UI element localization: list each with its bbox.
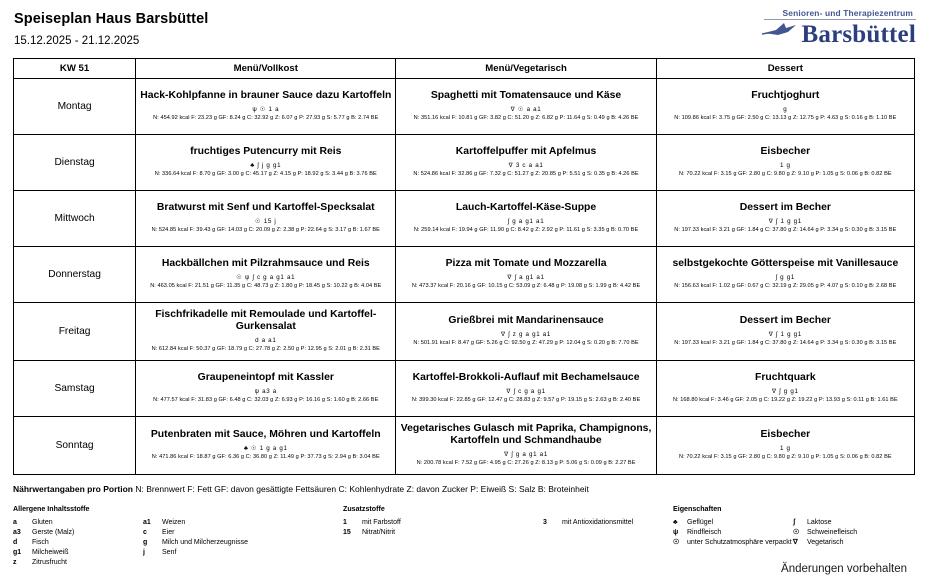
bird-icon: [762, 21, 798, 43]
meal-nutrition: N: 454.92 kcal F: 23.23 g GF: 8.24 g C: 32.92 g Z: 6.07 g P: 27.93 g S: 5.77 g B: 2.74 BE: [153, 115, 379, 122]
meal-nutrition: N: 524.86 kcal F: 32.86 g GF: 7.32 g C: 51.27 g Z: 20.85 g P: 5.51 g S: 0.35 g B: 4.26 BE: [413, 171, 639, 178]
meal-name: selbstgekochte Götterspeise mit Vanillesauce: [672, 258, 899, 270]
meal-name: Hackbällchen mit Pilzrahmsauce und Reis: [161, 258, 370, 270]
meal-full-kost: [136, 135, 396, 191]
legend-item: [13, 518, 143, 528]
legend-item: [143, 528, 333, 538]
meal-dessert: [656, 191, 914, 247]
legend-item: [673, 518, 793, 528]
lactose-icon: ʃ: [793, 518, 796, 526]
meal-dessert: [656, 361, 914, 417]
pork-icon: ☉: [793, 529, 800, 537]
meal-full-kost: [136, 303, 396, 361]
legend-text: Senf: [162, 549, 177, 557]
legend-item: [673, 538, 793, 548]
meal-codes: d a a1: [255, 337, 277, 345]
meal-name: Kartoffel-Brokkoli-Auflauf mit Bechamelsauce: [412, 372, 640, 384]
meal-name: Graupeneintopf mit Kassler: [197, 372, 334, 384]
legend-item: [673, 528, 793, 538]
legend-properties-col2: [793, 518, 913, 548]
meal-codes: 1 g: [779, 444, 791, 452]
meal-nutrition: N: 612.84 kcal F: 50.37 g GF: 18.79 g C: 27.78 g Z: 2.50 g P: 12.95 g S: 2.01 g B: 2.31 BE: [151, 346, 380, 353]
meal-codes: 1 g: [779, 161, 791, 169]
meal-nutrition: N: 524.85 kcal F: 39.43 g GF: 14.03 g C: 20.09 g Z: 2.38 g P: 22.64 g S: 3.17 g B: 1.67 BE: [151, 227, 380, 234]
meal-codes: ∇ ʃ 1 g g1: [768, 330, 802, 338]
legend-additives-col2: [543, 518, 673, 538]
legend-text: Nitrat/Nitrit: [362, 529, 396, 537]
meal-vegetarian: [396, 191, 656, 247]
company-logo: [704, 8, 916, 47]
legend-text: Zitrusfrucht: [32, 559, 68, 567]
meal-name: Grießbrei mit Mandarinensauce: [448, 315, 604, 327]
meal-name: Eisbecher: [760, 429, 811, 441]
legend-code: c: [143, 529, 147, 537]
meal-codes: ∇ ʃ 1 g g1: [768, 217, 802, 225]
legend-allergens: [13, 504, 343, 569]
meal-codes: ∇ ʃ g a g1 a1: [504, 451, 548, 459]
legend-allergens-col2: [143, 518, 333, 569]
page-footer: [13, 484, 915, 575]
nutrition-key-text: N: Brennwert F: Fett GF: davon gesättigte Fettsäuren C: Kohlenhydrate Z: davon Zucker P: Eiweiß S: Salz B: Broteinheit: [132, 484, 589, 494]
legend-item: [793, 538, 913, 548]
legend-text: Weizen: [162, 518, 186, 526]
meal-full-kost: [136, 191, 396, 247]
meal-nutrition: N: 501.91 kcal F: 8.47 g GF: 5.26 g C: 92.50 g Z: 47.29 g P: 12.04 g S: 0.20 g B: 7.70 BE: [413, 340, 639, 347]
meal-name: Lauch-Kartoffel-Käse-Suppe: [455, 202, 597, 214]
day-label: Mittwoch: [14, 191, 136, 247]
table-row: [14, 361, 915, 417]
meal-nutrition: N: 351.16 kcal F: 10.81 g GF: 3.82 g C: 51.20 g Z: 6.82 g P: 11.64 g S: 0.49 g B: 4.26 BE: [413, 115, 639, 122]
legend-item: [143, 548, 333, 558]
meal-nutrition: N: 463.05 kcal F: 21.51 g GF: 11.35 g C: 48.73 g Z: 1.80 g P: 18.45 g S: 10.22 g B: 4.04 BE: [150, 283, 382, 290]
protective-atmosphere-icon: ☉: [673, 539, 680, 547]
table-row: [14, 191, 915, 247]
meal-name: Spaghetti mit Tomatensauce und Käse: [430, 90, 622, 102]
legend-allergens-col1: [13, 518, 143, 569]
legend-text: Laktose: [807, 518, 832, 526]
meal-dessert: [656, 303, 914, 361]
vegetarian-icon: ∇: [793, 539, 798, 547]
meal-codes: ∇ ʃ z g a g1 a1: [501, 330, 552, 338]
legend-item: [13, 528, 143, 538]
logo-divider: [764, 19, 916, 20]
legend-text: Milch und Milcherzeugnisse: [162, 539, 248, 547]
legend-additives-title: Zusatzstoffe: [343, 504, 385, 513]
table-row: [14, 303, 915, 361]
meal-name: fruchtiges Putencurry mit Reis: [190, 146, 342, 158]
meal-codes: ψ a3 a: [254, 387, 277, 395]
meal-codes: ☉ ψ ʃ c g a g1 a1: [236, 273, 296, 281]
legend-item: [13, 558, 143, 568]
meal-nutrition: N: 399.30 kcal F: 22.85 g GF: 12.47 g C: 28.83 g Z: 9.57 g P: 19.15 g S: 2.63 g B: 2.40 BE: [411, 397, 641, 404]
legend-properties-col1: [673, 518, 793, 548]
meal-name: Dessert im Becher: [739, 315, 831, 327]
legend-code: 1: [343, 518, 347, 526]
day-label: Montag: [14, 79, 136, 135]
meal-dessert: [656, 135, 914, 191]
meal-dessert: [656, 417, 914, 475]
meal-codes: ψ ☉ 1 a: [252, 105, 280, 113]
meal-name: Kartoffelpuffer mit Apfelmus: [455, 146, 597, 158]
beef-icon: ψ: [673, 529, 679, 537]
meal-vegetarian: [396, 361, 656, 417]
table-header-row: [14, 59, 915, 79]
date-range: 15.12.2025 - 21.12.2025: [14, 34, 140, 47]
legend-properties-title: Eigenschaften: [673, 504, 722, 513]
nutrition-key-title: Nährwertangaben pro Portion: [13, 484, 133, 494]
legend-code: z: [13, 559, 17, 567]
meal-full-kost: [136, 361, 396, 417]
meal-codes: ʃ g g1: [775, 273, 796, 281]
meal-codes: ♣ ☉ 1 g a g1: [243, 444, 288, 452]
legend-item: [543, 518, 673, 528]
legend-text: Milcheiweiß: [32, 549, 69, 557]
meal-name: Bratwurst mit Senf und Kartoffel-Specksalat: [156, 202, 375, 214]
disclaimer-text: Änderungen vorbehalten: [781, 562, 907, 575]
legend-code: j: [143, 549, 145, 557]
legend-code: d: [13, 539, 18, 547]
meal-nutrition: N: 109.86 kcal F: 3.75 g GF: 2.50 g C: 13.13 g Z: 12.75 g P: 4.63 g S: 0.16 g B: 1.10 BE: [674, 115, 897, 122]
meal-codes: ☉ 15 j: [255, 217, 277, 225]
legend-additives-col1: [343, 518, 543, 538]
meal-codes: ∇ ☉ a a1: [510, 105, 542, 113]
meal-name: Hack-Kohlpfanne in brauner Sauce dazu Kartoffeln: [140, 90, 392, 102]
legend-code: g1: [13, 549, 22, 557]
meal-vegetarian: [396, 135, 656, 191]
header-menu-vegetarian: Menü/Vegetarisch: [396, 59, 656, 79]
legend-text: mit Antioxidationsmittel: [562, 518, 634, 526]
meal-vegetarian: [396, 79, 656, 135]
poultry-icon: ♣: [673, 518, 678, 526]
table-row: [14, 247, 915, 303]
meal-nutrition: N: 471.86 kcal F: 18.87 g GF: 6.36 g C: 36.80 g Z: 11.49 g P: 37.73 g S: 2.94 g B: 3.04 BE: [151, 454, 380, 461]
legend-text: unter Schutzatmosphäre verpackt: [687, 539, 792, 547]
meal-vegetarian: [396, 303, 656, 361]
legend-grid: [13, 504, 915, 569]
legend-item: [13, 538, 143, 548]
legend-code: 3: [543, 518, 547, 526]
meal-nutrition: N: 70.22 kcal F: 3.15 g GF: 2.80 g C: 9.80 g Z: 9.10 g P: 1.05 g S: 0.06 g B: 0.82 BE: [679, 171, 892, 178]
meal-name: Fischfrikadelle mit Remoulade und Kartoffel-Gurkensalat: [155, 308, 377, 333]
legend-text: Gluten: [32, 518, 53, 526]
meal-full-kost: [136, 79, 396, 135]
logo-tagline: Senioren- und Therapiezentrum: [782, 8, 913, 18]
legend-code: a: [13, 518, 17, 526]
meal-codes: ∇ ʃ c g a g1: [506, 387, 546, 395]
day-label: Samstag: [14, 361, 136, 417]
legend-text: Geflügel: [687, 518, 714, 526]
legend-properties: [673, 504, 913, 569]
legend-item: [143, 538, 333, 548]
meal-name: Fruchtjoghurt: [751, 90, 820, 102]
legend-text: Fisch: [32, 539, 49, 547]
logo-name: Barsbüttel: [801, 20, 916, 48]
nutrition-key: [13, 484, 915, 495]
meal-nutrition: N: 197.33 kcal F: 3.21 g GF: 1.84 g C: 37.80 g Z: 14.64 g P: 3.34 g S: 0.30 g B: 3.15 BE: [674, 340, 897, 347]
legend-item: [343, 528, 543, 538]
meal-codes: ʃ g a g1 a1: [507, 217, 545, 225]
header-week: KW 51: [14, 59, 136, 79]
legend-code: a1: [143, 518, 151, 526]
meal-name: Putenbraten mit Sauce, Möhren und Kartoffeln: [150, 429, 381, 441]
legend-text: Eier: [162, 529, 175, 537]
legend-item: [343, 518, 543, 528]
meal-nutrition: N: 200.78 kcal F: 7.52 g GF: 4.95 g C: 27.26 g Z: 8.13 g P: 5.06 g S: 0.09 g B: 2.27 BE: [416, 460, 636, 467]
meal-codes: g: [783, 105, 788, 113]
meal-codes: ∇ ʃ a g1 a1: [507, 273, 545, 281]
table-row: [14, 79, 915, 135]
meal-vegetarian: [396, 247, 656, 303]
legend-text: mit Farbstoff: [362, 518, 401, 526]
meal-codes: ♣ ʃ j g g1: [250, 161, 282, 169]
meal-full-kost: [136, 247, 396, 303]
legend-text: Gerste (Malz): [32, 529, 75, 537]
legend-code: 15: [343, 529, 351, 537]
legend-item: [13, 548, 143, 558]
day-label: Sonntag: [14, 417, 136, 475]
legend-code: a3: [13, 529, 21, 537]
meal-nutrition: N: 259.14 kcal F: 19.94 g GF: 11.90 g C: 8.42 g Z: 2.92 g P: 11.61 g S: 3.35 g B: 0.70 BE: [413, 227, 639, 234]
meal-dessert: [656, 79, 914, 135]
legend-item: [793, 528, 913, 538]
meal-nutrition: N: 70.22 kcal F: 3.15 g GF: 2.80 g C: 9.80 g Z: 9.10 g P: 1.05 g S: 0.06 g B: 0.82 BE: [679, 454, 892, 461]
meal-nutrition: N: 168.80 kcal F: 3.46 g GF: 2.05 g C: 19.22 g Z: 19.22 g P: 13.93 g S: 0.11 g B: 1.61 BE: [672, 397, 898, 404]
meal-name: Fruchtquark: [755, 372, 816, 384]
meal-nutrition: N: 473.37 kcal F: 20.16 g GF: 10.15 g C: 53.09 g Z: 6.48 g P: 19.08 g S: 1.99 g B: 4.42 BE: [411, 283, 641, 290]
legend-text: Vegetarisch: [807, 539, 844, 547]
legend-item: [143, 518, 333, 528]
legend-code: g: [143, 539, 148, 547]
meal-name: Dessert im Becher: [739, 202, 831, 214]
day-label: Donnerstag: [14, 247, 136, 303]
menu-table-body: [14, 79, 915, 475]
page-header: [0, 0, 928, 58]
page-title: Speiseplan Haus Barsbüttel: [14, 11, 209, 27]
meal-nutrition: N: 477.57 kcal F: 31.83 g GF: 6.48 g C: 32.03 g Z: 6.93 g P: 16.16 g S: 1.60 g B: 2.66 BE: [153, 397, 379, 404]
day-label: Dienstag: [14, 135, 136, 191]
meal-name: Pizza mit Tomate und Mozzarella: [445, 258, 607, 270]
table-row: [14, 135, 915, 191]
legend-text: Schweinefleisch: [807, 529, 858, 537]
meal-nutrition: N: 336.64 kcal F: 8.70 g GF: 3.00 g C: 45.17 g Z: 4.15 g P: 18.92 g S: 3.44 g B: 3.76 BE: [154, 171, 377, 178]
meal-name: Vegetarisches Gulasch mit Paprika, Champignons, Kartoffeln und Schmandhaube: [400, 422, 652, 447]
legend-additives: [343, 504, 673, 569]
meal-nutrition: N: 156.63 kcal F: 1.02 g GF: 0.67 g C: 32.19 g Z: 29.05 g P: 4.07 g S: 0.10 g B: 2.68 BE: [674, 283, 897, 290]
meal-vegetarian: [396, 417, 656, 475]
header-dessert: Dessert: [656, 59, 914, 79]
legend-item: [793, 518, 913, 528]
meal-nutrition: N: 197.33 kcal F: 3.21 g GF: 1.84 g C: 37.80 g Z: 14.64 g P: 3.34 g S: 0.30 g B: 3.15 BE: [674, 227, 897, 234]
table-row: [14, 417, 915, 475]
meal-name: Eisbecher: [760, 146, 811, 158]
meal-dessert: [656, 247, 914, 303]
legend-text: Rindfleisch: [687, 529, 722, 537]
meal-codes: ∇ 3 c a a1: [508, 161, 544, 169]
header-menu-full: Menü/Vollkost: [136, 59, 396, 79]
menu-table: [13, 58, 915, 475]
legend-allergens-title: Allergene Inhaltsstoffe: [13, 504, 90, 513]
day-label: Freitag: [14, 303, 136, 361]
meal-full-kost: [136, 417, 396, 475]
meal-codes: ∇ ʃ g g1: [772, 387, 799, 395]
